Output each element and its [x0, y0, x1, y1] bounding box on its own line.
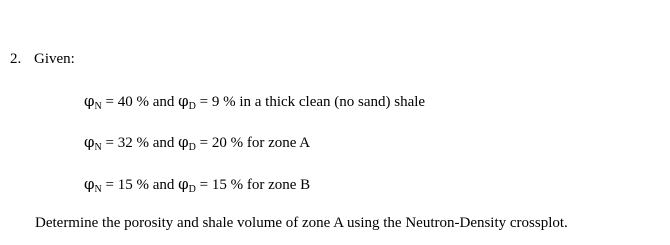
neutron-subscript: N [94, 142, 102, 153]
neutron-subscript: N [94, 184, 102, 195]
neutron-value-text: = 40 % and [101, 94, 179, 110]
density-value-text: = 20 % for zone A [195, 135, 311, 151]
condition-zone-a [84, 133, 310, 152]
density-subscript: D [188, 101, 196, 112]
phi-symbol: φ [84, 133, 95, 151]
density-value-text: = 15 % for zone B [195, 177, 311, 193]
condition-zone-b [84, 175, 310, 194]
neutron-value-text: = 32 % and [101, 135, 179, 151]
phi-symbol: φ [84, 175, 95, 193]
density-subscript: D [188, 142, 196, 153]
question-text: Determine the porosity and shale volume of zone A using the Neutron-Density crossplot. [35, 215, 568, 231]
phi-symbol: φ [178, 175, 189, 193]
neutron-value-text: = 15 % and [101, 177, 179, 193]
condition-shale [84, 92, 425, 111]
phi-symbol: φ [178, 92, 189, 110]
density-value-text: = 9 % in a thick clean (no sand) shale [195, 94, 426, 110]
problem-number: 2. [10, 51, 22, 67]
density-subscript: D [188, 184, 196, 195]
problem-heading: Given: [34, 51, 75, 67]
problem-header [10, 50, 75, 68]
phi-symbol: φ [84, 92, 95, 110]
neutron-subscript: N [94, 101, 102, 112]
phi-symbol: φ [178, 133, 189, 151]
